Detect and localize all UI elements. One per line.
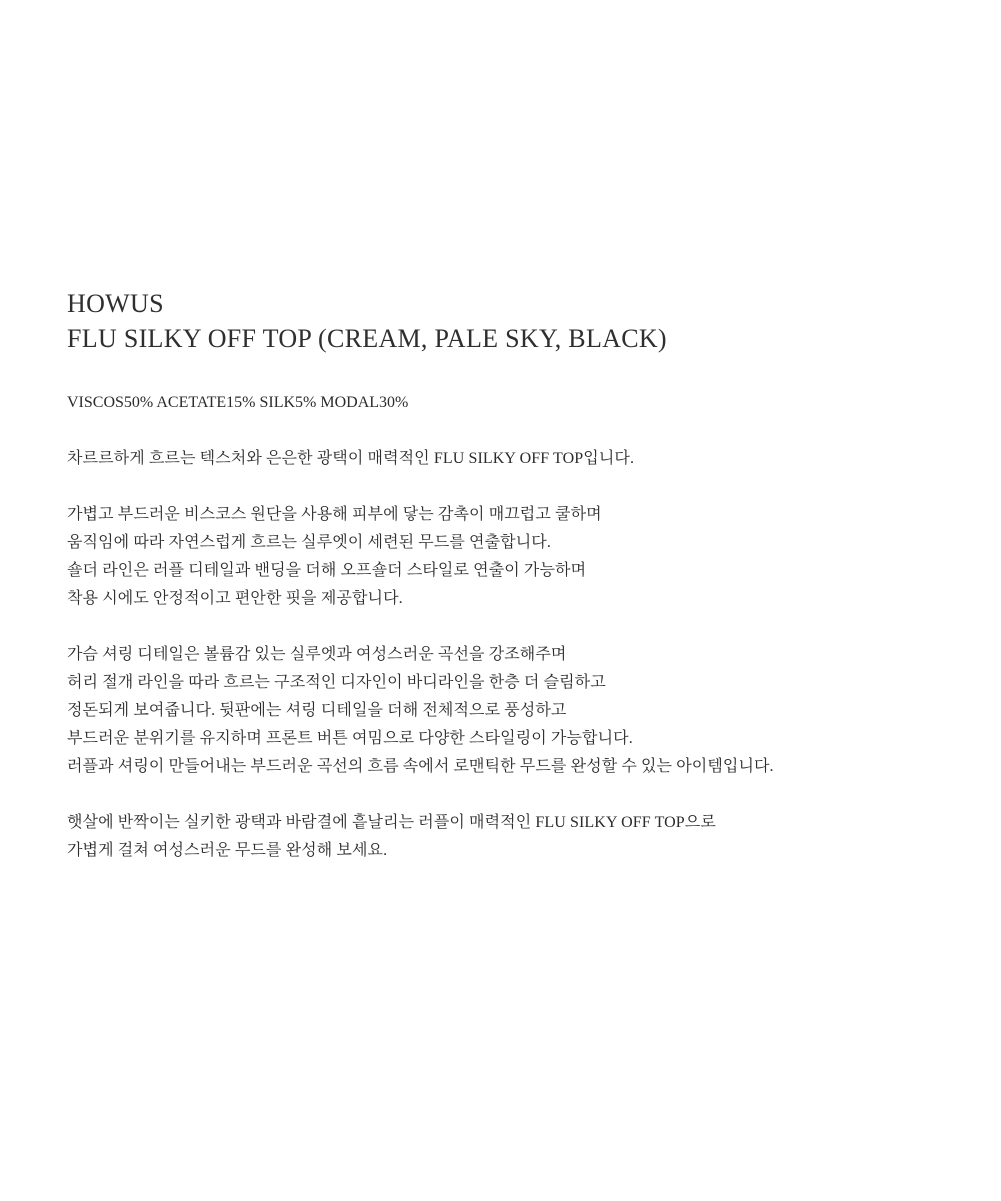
- product-title: FLU SILKY OFF TOP (CREAM, PALE SKY, BLACK): [67, 324, 667, 353]
- description-paragraph-details: [67, 641, 967, 781]
- description-paragraph-fabric: [67, 501, 967, 613]
- description-line: 햇살에 반짝이는 실키한 광택과 바람결에 흩날리는 러플이 매력적인 FLU SILKY OFF TOP으로: [67, 814, 716, 831]
- description-line: 가볍고 부드러운 비스코스 원단을 사용해 피부에 닿는 감촉이 매끄럽고 쿨하며: [67, 506, 602, 523]
- description-line: 부드러운 분위기를 유지하며 프론트 버튼 여밈으로 다양한 스타일링이 가능합니다.: [67, 730, 633, 747]
- description-line: 숄더 라인은 러플 디테일과 밴딩을 더해 오프숄더 스타일로 연출이 가능하며: [67, 562, 587, 579]
- description-line: 정돈되게 보여줍니다. 뒷판에는 셔링 디테일을 더해 전체적으로 풍성하고: [67, 702, 567, 719]
- description-line: 가슴 셔링 디테일은 볼륨감 있는 실루엣과 여성스러운 곡선을 강조해주며: [67, 646, 567, 663]
- description-paragraph-intro: [67, 445, 967, 473]
- description-line: 움직임에 따라 자연스럽게 흐르는 실루엣이 세련된 무드를 연출합니다.: [67, 534, 551, 551]
- description-line: 차르르하게 흐르는 텍스처와 은은한 광택이 매력적인 FLU SILKY OFF TOP입니다.: [67, 450, 635, 467]
- description-line: 가볍게 걸쳐 여성스러운 무드를 완성해 보세요.: [67, 842, 388, 859]
- description-line: 허리 절개 라인을 따라 흐르는 구조적인 디자인이 바디라인을 한층 더 슬림하고: [67, 674, 606, 691]
- description-paragraph-closing: [67, 809, 967, 865]
- brand-name: HOWUS: [67, 289, 164, 318]
- fabric-composition: VISCOS50% ACETATE15% SILK5% MODAL30%: [67, 394, 409, 411]
- description-line: 러플과 셔링이 만들어내는 부드러운 곡선의 흐름 속에서 로맨틱한 무드를 완성할 수 있는 아이템입니다.: [67, 758, 774, 775]
- description-line: 착용 시에도 안정적이고 편안한 핏을 제공합니다.: [67, 590, 403, 607]
- product-description: [67, 286, 967, 865]
